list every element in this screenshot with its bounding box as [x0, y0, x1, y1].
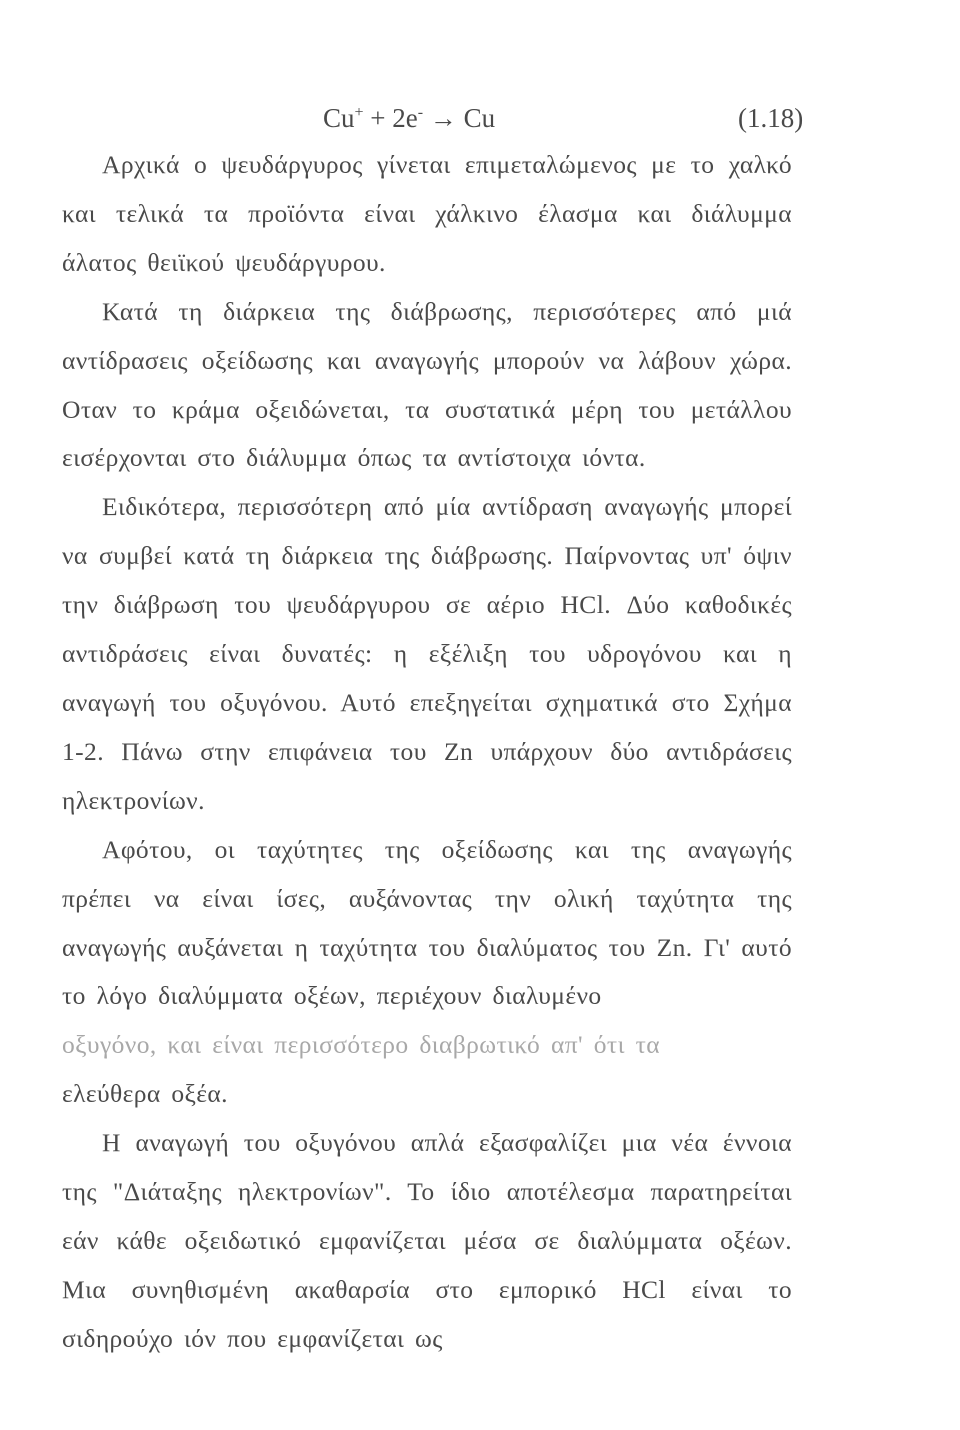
equation-line: [0, 96, 960, 140]
paragraph-2: Κατά τη διάρκεια της διάβρωσης, περισσότερες από μιά αντίδρασεις οξείδωσης και αναγωγής μπορούν να λάβουν χώρα. Οταν το κράμα οξειδώνεται, τα συστατικά μέρη του μετάλλου εισέρχονται στο διάλυμμα όπως τα αντίστοιχα ιόντα.: [62, 296, 792, 473]
body-text: [62, 141, 792, 1364]
equation-reactant: Cu: [323, 103, 355, 133]
electron-charge: -: [417, 104, 424, 121]
equation-product: Cu: [463, 103, 496, 133]
paragraph-4: Αφότου, οι ταχύτητες της οξείδωσης και της αναγωγής πρέπει να είναι ίσες, αυξάνοντας την ολική ταχύτητα της αναγωγής αυξάνεται η ταχύτητα του διαλύματος του Zn. Γι' αυτό το λόγο διαλύμματα οξέων, περιέχουν διαλυμένο: [62, 834, 792, 1011]
paragraph-4-faint-line: οξυγόνο, και είναι περισσότερο διαβρωτικό απ' ότι τα: [62, 1030, 661, 1060]
ion-charge: +: [354, 104, 364, 121]
equation-electrons: + 2e: [363, 103, 418, 133]
chemical-equation: [323, 96, 495, 140]
equation-number: (1.18): [738, 103, 804, 133]
reaction-arrow: →: [423, 103, 464, 133]
paragraph-3: Ειδικότερα, περισσότερη από μία αντίδραση αναγωγής μπορεί να συμβεί κατά τη διάρκεια της διάβρωσης. Παίρνοντας υπ' όψιν την διάβρωση του ψευδάργυρου σε αέριο HCl. Δύο καθοδικές αντιδράσεις είναι δυνατές: η εξέλιξη του υδρογόνου και η αναγωγή του οξυγόνου. Αυτό επεξηγείται σχηματικά στο Σχήμα 1-2. Πάνω στην επιφάνεια του Zn υπάρχουν δύο αντιδράσεις ηλεκτρονίων.: [62, 492, 792, 815]
paragraph-5: Η αναγωγή του οξυγόνου απλά εξασφαλίζει μια νέα έννοια της "Διάταξης ηλεκτρονίων". Το ίδιο αποτέλεσμα παρατηρείται εάν κάθε οξειδωτικό εμφανίζεται μέσα σε διαλύμματα οξέων. Μια συνηθισμένη ακαθαρσία στο εμπορικό HCl είναι το σιδηρούχο ιόν που εμφανίζεται ως: [62, 1128, 792, 1353]
paragraph-1: Αρχικά ο ψευδάργυρος γίνεται επιμεταλώμενος με το χαλκό και τελικά τα προϊόντα είναι χάλκινο έλασμα και διάλυμμα άλατος θειϊκού ψευδάργυρου.: [62, 150, 792, 277]
paragraph-4-end: ελεύθερα οξέα.: [62, 1079, 228, 1109]
